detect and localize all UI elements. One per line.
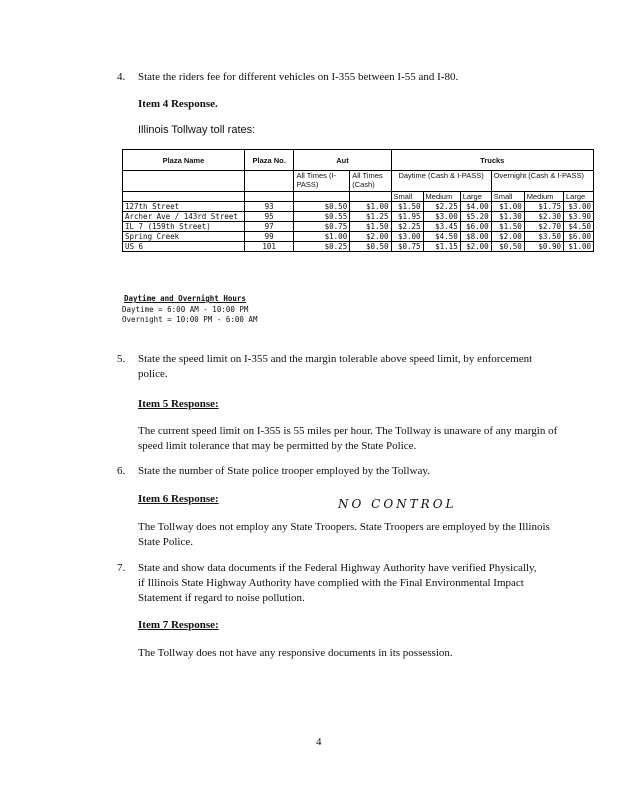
q5-answer: The current speed limit on I-355 is 55 miles per hour. The Tollway is unaware of any margin of speed limit tolerance that may be permitted by the State Police.	[138, 425, 558, 452]
cell-day-large: $6.00	[460, 222, 491, 232]
cell-night-large: $4.50	[564, 222, 594, 232]
cell-ipass: $0.55	[294, 212, 350, 222]
cell-day-large: $2.00	[460, 242, 491, 252]
size-blank-1	[123, 192, 245, 202]
size-blank-3	[294, 192, 350, 202]
table-row	[123, 202, 594, 212]
cell-ipass: $1.00	[294, 232, 350, 242]
table-header-row	[123, 150, 594, 171]
cell-day-small: $1.50	[391, 202, 423, 212]
cell-plaza-no: 101	[244, 242, 294, 252]
cell-night-small: $1.50	[491, 222, 524, 232]
cell-plaza-name: IL 7 (159th Street)	[123, 222, 245, 232]
cell-day-medium: $3.00	[423, 212, 460, 222]
cell-ipass: $0.25	[294, 242, 350, 252]
q5-question: State the speed limit on I-355 and the margin tolerable above speed limit, by enforcement police.	[138, 353, 533, 380]
cell-cash: $2.00	[350, 232, 391, 242]
q4-intro: Illinois Tollway toll rates:	[138, 124, 256, 136]
cell-night-medium: $2.70	[524, 222, 563, 232]
page-number: 4	[316, 736, 322, 748]
cell-night-small: $2.00	[491, 232, 524, 242]
header-daytime: Daytime (Cash & I-PASS)	[391, 171, 491, 192]
cell-day-medium: $3.45	[423, 222, 460, 232]
header-night-medium: Medium	[524, 192, 563, 202]
cell-plaza-name: Archer Ave / 143rd Street	[123, 212, 245, 222]
header-plaza-name: Plaza Name	[123, 150, 245, 171]
cell-ipass: $0.50	[294, 202, 350, 212]
handwritten-note: NO CONTROL	[338, 497, 457, 511]
cell-day-large: $5.20	[460, 212, 491, 222]
q7-question: State and show data documents if the Federal Highway Authority have verified Physically, if Illinois State Highway Authority have complied with the Final Environmental Impact Statement if regard to noise pollution.	[138, 562, 537, 604]
cell-day-medium: $2.25	[423, 202, 460, 212]
q4-number: 4.	[117, 71, 126, 83]
cell-night-small: $0.50	[491, 242, 524, 252]
cell-cash: $1.50	[350, 222, 391, 232]
cell-night-medium: $0.90	[524, 242, 563, 252]
cell-night-large: $6.00	[564, 232, 594, 242]
cell-plaza-name: 127th Street	[123, 202, 245, 212]
cell-plaza-no: 97	[244, 222, 294, 232]
subheader-blank-2	[244, 171, 294, 192]
toll-rates-table	[122, 149, 594, 252]
cell-night-small: $1.30	[491, 212, 524, 222]
q5-number: 5.	[117, 353, 126, 365]
q4-response-label: Item 4 Response.	[138, 98, 218, 110]
q6-question: State the number of State police trooper employed by the Tollway.	[138, 465, 430, 477]
cell-night-medium: $3.50	[524, 232, 563, 242]
cell-plaza-no: 99	[244, 232, 294, 242]
header-all-times-ipass: All Times (I-PASS)	[294, 171, 350, 192]
size-blank-4	[350, 192, 391, 202]
header-plaza-no: Plaza No.	[244, 150, 294, 171]
cell-plaza-no: 93	[244, 202, 294, 212]
cell-cash: $0.50	[350, 242, 391, 252]
cell-night-medium: $2.30	[524, 212, 563, 222]
header-auto: Aut	[294, 150, 391, 171]
cell-day-medium: $1.15	[423, 242, 460, 252]
cell-night-large: $3.90	[564, 212, 594, 222]
header-night-small: Small	[491, 192, 524, 202]
q4-question: State the riders fee for different vehicles on I-355 between I-55 and I-80.	[138, 71, 459, 83]
cell-day-small: $2.25	[391, 222, 423, 232]
cell-plaza-name: US 6	[123, 242, 245, 252]
table-size-row	[123, 192, 594, 202]
table-row	[123, 242, 594, 252]
q6-response-label: Item 6 Response:	[138, 493, 219, 505]
header-day-small: Small	[391, 192, 423, 202]
cell-night-medium: $1.75	[524, 202, 563, 212]
hours-title: Daytime and Overnight Hours	[124, 294, 246, 303]
table-row	[123, 212, 594, 222]
cell-day-large: $8.00	[460, 232, 491, 242]
cell-day-large: $4.00	[460, 202, 491, 212]
cell-ipass: $0.75	[294, 222, 350, 232]
header-all-times-cash: All Times (Cash)	[350, 171, 391, 192]
q5-response-label: Item 5 Response:	[138, 398, 219, 410]
cell-day-medium: $4.50	[423, 232, 460, 242]
cell-day-small: $3.00	[391, 232, 423, 242]
subheader-blank-1	[123, 171, 245, 192]
cell-night-small: $1.00	[491, 202, 524, 212]
q7-response-label: Item 7 Response:	[138, 619, 219, 631]
header-trucks: Trucks	[391, 150, 593, 171]
header-day-large: Large	[460, 192, 491, 202]
cell-day-small: $1.95	[391, 212, 423, 222]
q7-answer: The Tollway does not have any responsive documents in its possession.	[138, 647, 453, 659]
table-row	[123, 222, 594, 232]
q7-number: 7.	[117, 562, 126, 574]
header-night-large: Large	[564, 192, 594, 202]
q6-answer: The Tollway does not employ any State Troopers. State Troopers are employed by the Illinois State Police.	[138, 521, 550, 548]
q6-number: 6.	[117, 465, 126, 477]
size-blank-2	[244, 192, 294, 202]
header-day-medium: Medium	[423, 192, 460, 202]
cell-day-small: $0.75	[391, 242, 423, 252]
header-overnight: Overnight (Cash & I-PASS)	[491, 171, 593, 192]
cell-night-large: $1.00	[564, 242, 594, 252]
table-subheader-row	[123, 171, 594, 192]
cell-night-large: $3.00	[564, 202, 594, 212]
cell-plaza-name: Spring Creek	[123, 232, 245, 242]
cell-cash: $1.00	[350, 202, 391, 212]
cell-plaza-no: 95	[244, 212, 294, 222]
table-row	[123, 232, 594, 242]
cell-cash: $1.25	[350, 212, 391, 222]
hours-daytime: Daytime = 6:00 AM - 10:00 PM	[122, 305, 249, 314]
hours-overnight: Overnight = 10:00 PM - 6:00 AM	[122, 315, 258, 324]
